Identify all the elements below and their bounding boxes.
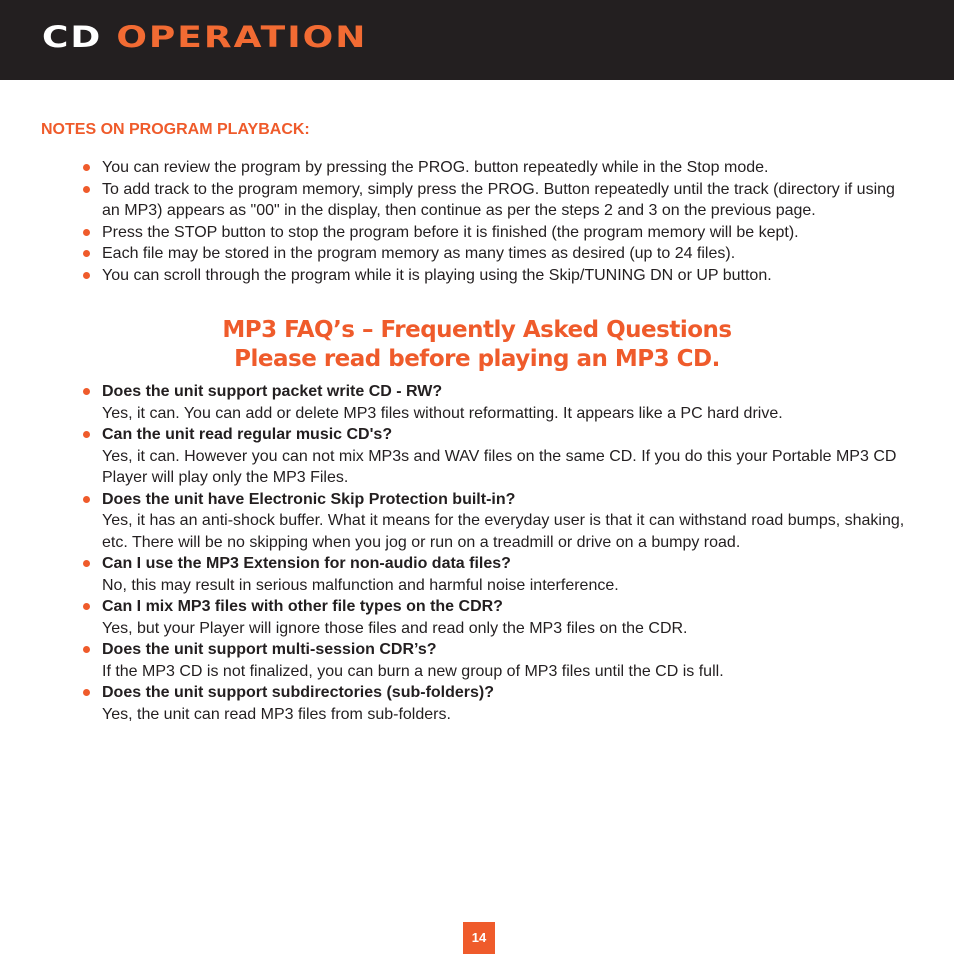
faq-answer: Yes, it can. You can add or delete MP3 files without reformatting. It appears like a PC hard drive. [102, 404, 783, 422]
list-item [83, 222, 913, 244]
faq-question: Does the unit have Electronic Skip Protection built-in? [102, 490, 516, 508]
faq-answer: Yes, it can. However you can not mix MP3s and WAV files on the same CD. If you do this your Portable MP3 CD Player will play only the MP3 Files. [102, 447, 897, 486]
faq-item [83, 553, 913, 596]
list-item [83, 265, 913, 287]
faq-item [83, 596, 913, 639]
note-text: Each file may be stored in the program memory as many times as desired (up to 24 files). [102, 245, 736, 262]
faq-question: Does the unit support subdirectories (sub-folders)? [102, 684, 495, 701]
faq-item [83, 639, 913, 682]
note-text: You can review the program by pressing the PROG. button repeatedly while in the Stop mode. [102, 159, 769, 176]
list-item [83, 157, 913, 179]
faq-item [83, 424, 913, 489]
bullet-icon [83, 388, 90, 395]
bullet-icon [83, 229, 90, 236]
bullet-icon [83, 186, 90, 193]
faq-heading-line2: Please read before playing an MP3 CD. [234, 346, 720, 372]
faq-answer: No, this may result in serious malfunction and harmful noise interference. [102, 576, 619, 594]
bullet-icon [83, 250, 90, 257]
list-item [83, 243, 913, 265]
note-text: Press the STOP button to stop the program before it is finished (the program memory will be kept). [102, 223, 799, 241]
faq-question: Can the unit read regular music CD's? [102, 426, 393, 443]
bullet-icon [83, 689, 90, 696]
faq-question: Does the unit support multi-session CDR’s? [102, 641, 437, 658]
bullet-icon [83, 646, 90, 653]
note-text: To add track to the program memory, simply press the PROG. Button repeatedly until the track (directory if using an MP3) appears as "00" in the display, then continue as per the steps 2 and 3 on the previous page. [102, 180, 895, 219]
faq-heading-line1: MP3 FAQ’s – Frequently Asked Questions [222, 317, 732, 343]
faq-answer: If the MP3 CD is not finalized, you can burn a new group of MP3 files until the CD is full. [102, 662, 724, 680]
page-number: 14 [463, 922, 495, 954]
notes-heading: NOTES ON PROGRAM PLAYBACK: [41, 121, 310, 138]
note-text: You can scroll through the program while it is playing using the Skip/TUNING DN or UP button. [102, 266, 772, 284]
bullet-icon [83, 164, 90, 171]
faq-answer: Yes, but your Player will ignore those files and read only the MP3 files on the CDR. [102, 619, 688, 637]
page-title-operation: OPERATION [116, 20, 368, 55]
bullet-icon [83, 560, 90, 567]
bullet-icon [83, 496, 90, 503]
faq-question: Does the unit support packet write CD - RW? [102, 383, 443, 400]
faq-item [83, 381, 913, 424]
bullet-icon [83, 603, 90, 610]
faq-question: Can I use the MP3 Extension for non-audio data files? [102, 555, 511, 572]
faq-answer: Yes, the unit can read MP3 files from sub-folders. [102, 705, 451, 723]
bullet-icon [83, 272, 90, 279]
faq-item [83, 489, 913, 554]
faq-heading [0, 316, 954, 374]
bullet-icon [83, 431, 90, 438]
notes-list [83, 157, 913, 286]
header-bar [0, 0, 954, 80]
faq-answer: Yes, it has an anti-shock buffer. What it means for the everyday user is that it can withstand road bumps, shaking, etc. There will be no skipping when you jog or run on a treadmill or drive on a bumpy road. [102, 512, 905, 551]
list-item [83, 179, 913, 222]
faq-question: Can I mix MP3 files with other file types on the CDR? [102, 598, 503, 615]
page-title [42, 20, 367, 56]
page-title-cd: CD [42, 20, 103, 55]
faq-list [83, 381, 913, 725]
faq-item [83, 682, 913, 725]
